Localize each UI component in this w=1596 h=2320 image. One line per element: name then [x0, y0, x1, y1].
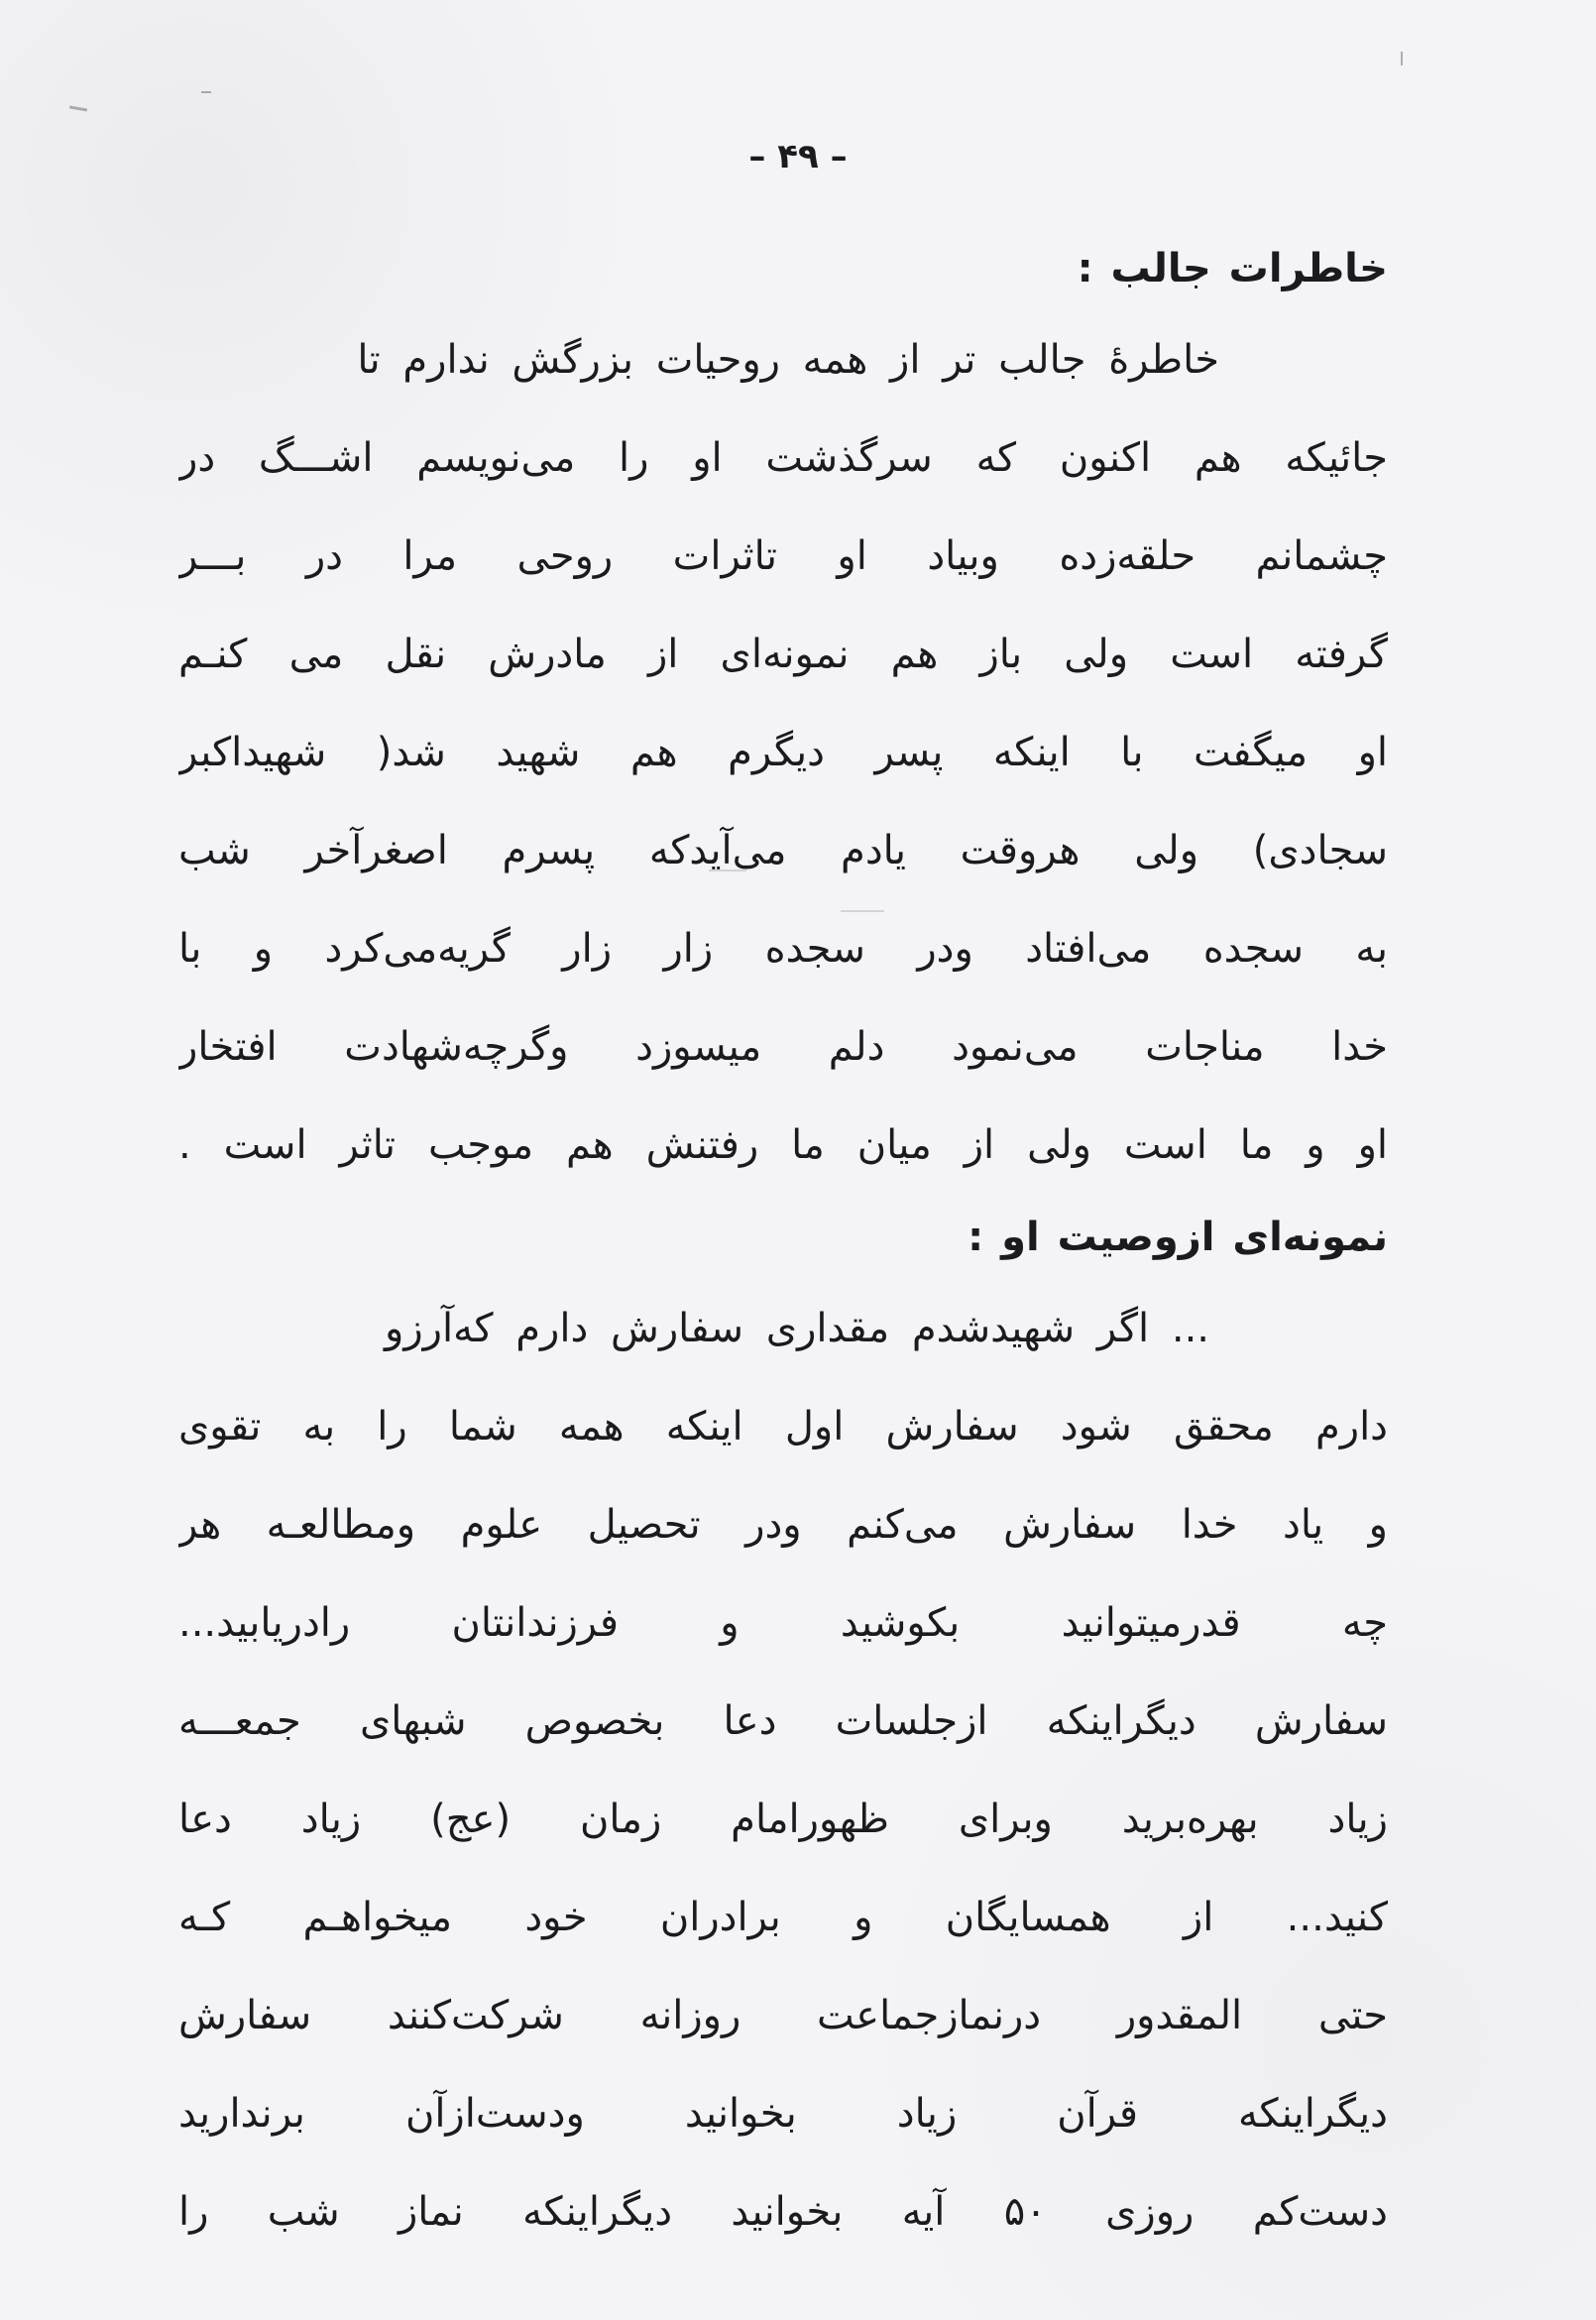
will-paragraph-line: سفارش دیگراینکه ازجلسات دعا بخصوص شبهای جمعـــه: [178, 1698, 1388, 1744]
will-paragraph-line: دیگراینکه قرآن زیاد بخوانید ودست‌ازآن برندارید: [178, 2091, 1388, 2137]
paragraph-line: او و ما است ولی از میان ما رفتنش هم موجب تاثر است .: [178, 1122, 1388, 1168]
will-paragraph-line: و یاد خدا سفارش می‌کنم ودر تحصیل علوم ومطالعـه هر: [178, 1502, 1388, 1548]
scan-speck: [201, 91, 211, 93]
paragraph-line: سجادی) ولی هروقت یادم می‌آیدکه پسرم اصغرآخر شب: [178, 828, 1388, 873]
paragraph-line: خدا مناجات می‌نمود دلم میسوزد وگرچه‌شهادت افتخار: [178, 1024, 1388, 1070]
paragraph-line: گرفته است ولی باز هم نمونه‌ای از مادرش نقل می کنـم: [178, 632, 1388, 677]
will-paragraph-line: دارم محقق شود سفارش اول اینکه همه شما را به تقوی: [178, 1404, 1388, 1450]
paragraph-line: خاطرهٔ جالب تر از همه روحیات بزرگش ندارم تا: [357, 337, 1219, 383]
will-paragraph-line: دست‌کم روزی ۵۰ آیه بخوانید دیگراینکه نماز شب را: [178, 2189, 1388, 2235]
paragraph-line: جائیکه هم اکنون که سرگذشت او را می‌نویسم اشـــگ در: [178, 435, 1388, 481]
will-paragraph-line: کنید... از همسایگان و برادران خود میخواهـم کـه: [178, 1895, 1388, 1940]
paragraph-line: چشمانم حلقه‌زده وبیاد او تاثرات روحی مرا در بـــر: [178, 533, 1388, 579]
will-paragraph-line: ... اگر شهیدشدم مقداری سفارش دارم که‌آرزو: [385, 1306, 1209, 1351]
paragraph-line: او میگفت با اینکه پسر دیگرم هم شهید شد( شهیداکبر: [178, 730, 1388, 775]
scan-speck: [69, 105, 87, 111]
scan-speck: [1401, 52, 1403, 65]
will-paragraph-line: حتی المقدور درنمازجماعت روزانه شرکت‌کنند سفارش: [178, 1993, 1388, 2038]
document-content: [178, 226, 1388, 2262]
will-paragraph-line: چه قدرمیتوانید بکوشید و فرزندانتان رادریابید...: [178, 1600, 1388, 1646]
section-heading: نمونه‌ای ازوصیت او :: [968, 1215, 1388, 1260]
will-paragraph-line: زیاد بهره‌برید وبرای ظهورامام زمان (عج) زیاد دعا: [178, 1797, 1388, 1842]
section-heading: خاطرات جالب :: [1077, 246, 1388, 291]
paragraph-line: به سجده می‌افتاد ودر سجده زار زار گریه‌می‌کرد و با: [178, 926, 1388, 972]
page-number: – ۴۹ –: [748, 137, 848, 176]
